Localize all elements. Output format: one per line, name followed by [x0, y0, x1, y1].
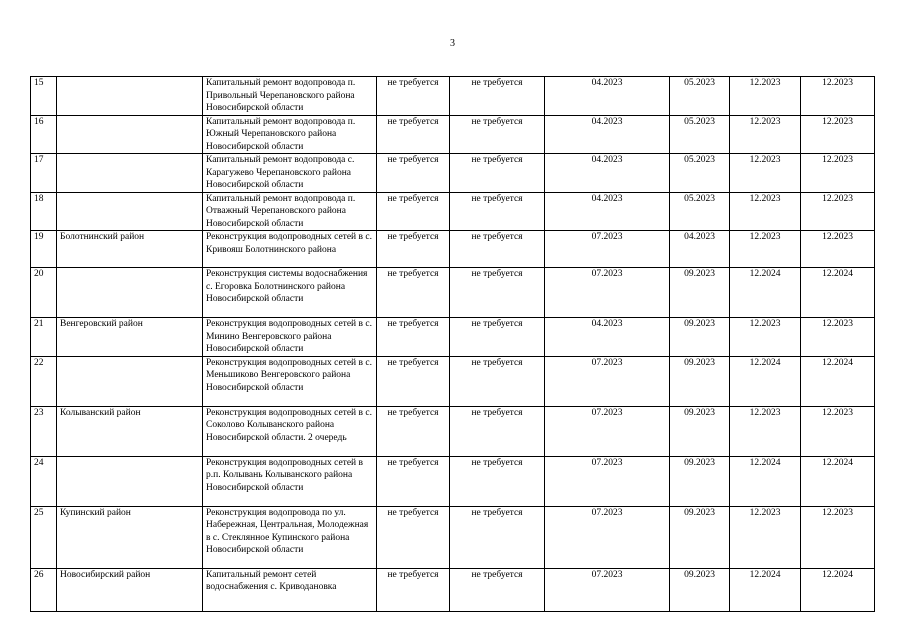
- row-number: 18: [31, 192, 57, 231]
- date-cell: 07.2023: [545, 231, 670, 268]
- requirement-cell: не требуется: [450, 154, 545, 193]
- date-cell: 12.2024: [730, 568, 801, 611]
- object-name-cell: Реконструкция водопроводных сетей в с. Кривояш Болотнинского района: [203, 231, 377, 268]
- date-cell: 12.2024: [801, 268, 875, 318]
- table-row: [31, 456, 875, 506]
- row-number: 22: [31, 356, 57, 406]
- object-schedule-table: [30, 76, 875, 612]
- requirement-cell: не требуется: [377, 115, 450, 154]
- requirement-cell: не требуется: [377, 568, 450, 611]
- date-cell: 07.2023: [545, 406, 670, 456]
- district-cell: Колыванский район: [57, 406, 203, 456]
- table-row: [31, 115, 875, 154]
- date-cell: 09.2023: [670, 356, 730, 406]
- date-cell: 12.2023: [730, 406, 801, 456]
- date-cell: 05.2023: [670, 77, 730, 116]
- table-row: [31, 231, 875, 268]
- date-cell: 04.2023: [545, 154, 670, 193]
- date-cell: 12.2023: [730, 231, 801, 268]
- requirement-cell: не требуется: [377, 154, 450, 193]
- date-cell: 09.2023: [670, 268, 730, 318]
- requirement-cell: не требуется: [377, 192, 450, 231]
- row-number: 15: [31, 77, 57, 116]
- date-cell: 09.2023: [670, 406, 730, 456]
- object-name-cell: Капитальный ремонт водопровода п. Привольный Черепановского района Новосибирской области: [203, 77, 377, 116]
- requirement-cell: не требуется: [450, 406, 545, 456]
- object-name-cell: Капитальный ремонт водопровода п. Отважный Черепановского района Новосибирской области: [203, 192, 377, 231]
- object-name-cell: Реконструкция водопроводных сетей в с. Меньшиково Венгеровского района Новосибирской области: [203, 356, 377, 406]
- date-cell: 04.2023: [545, 77, 670, 116]
- district-cell: [57, 192, 203, 231]
- requirement-cell: не требуется: [377, 506, 450, 568]
- district-cell: [57, 154, 203, 193]
- date-cell: 04.2023: [545, 192, 670, 231]
- row-number: 20: [31, 268, 57, 318]
- requirement-cell: не требуется: [377, 268, 450, 318]
- date-cell: 04.2023: [545, 115, 670, 154]
- date-cell: 09.2023: [670, 318, 730, 357]
- page-number: 3: [450, 38, 455, 49]
- table-row: [31, 506, 875, 568]
- requirement-cell: не требуется: [377, 456, 450, 506]
- object-name-cell: Реконструкция водопроводных сетей в р.п. Колывань Колыванского района Новосибирской области: [203, 456, 377, 506]
- date-cell: 05.2023: [670, 154, 730, 193]
- date-cell: 12.2023: [801, 77, 875, 116]
- date-cell: 12.2023: [801, 115, 875, 154]
- date-cell: 07.2023: [545, 268, 670, 318]
- table-row: [31, 406, 875, 456]
- date-cell: 12.2023: [801, 231, 875, 268]
- requirement-cell: не требуется: [450, 192, 545, 231]
- requirement-cell: не требуется: [377, 318, 450, 357]
- date-cell: 12.2023: [730, 318, 801, 357]
- district-cell: [57, 456, 203, 506]
- row-number: 19: [31, 231, 57, 268]
- table-row: [31, 192, 875, 231]
- date-cell: 12.2024: [801, 356, 875, 406]
- requirement-cell: не требуется: [450, 77, 545, 116]
- date-cell: 12.2024: [730, 356, 801, 406]
- requirement-cell: не требуется: [450, 318, 545, 357]
- table-row: [31, 268, 875, 318]
- date-cell: 12.2023: [801, 406, 875, 456]
- row-number: 17: [31, 154, 57, 193]
- row-number: 21: [31, 318, 57, 357]
- row-number: 25: [31, 506, 57, 568]
- district-cell: Купинский район: [57, 506, 203, 568]
- requirement-cell: не требуется: [377, 231, 450, 268]
- object-name-cell: Реконструкция системы водоснабжения с. Егоровка Болотнинского района Новосибирской области: [203, 268, 377, 318]
- date-cell: 12.2023: [730, 154, 801, 193]
- table-row: [31, 154, 875, 193]
- date-cell: 09.2023: [670, 456, 730, 506]
- requirement-cell: не требуется: [450, 231, 545, 268]
- date-cell: 04.2023: [670, 231, 730, 268]
- requirement-cell: не требуется: [450, 506, 545, 568]
- table-row: [31, 568, 875, 611]
- requirement-cell: не требуется: [377, 406, 450, 456]
- date-cell: 12.2023: [730, 115, 801, 154]
- object-name-cell: Капитальный ремонт сетей водоснабжения с. Криводановка: [203, 568, 377, 611]
- object-name-cell: Капитальный ремонт водопровода с. Карагужево Черепановского района Новосибирской области: [203, 154, 377, 193]
- table-row: [31, 356, 875, 406]
- date-cell: 12.2023: [801, 192, 875, 231]
- date-cell: 07.2023: [545, 356, 670, 406]
- row-number: 23: [31, 406, 57, 456]
- district-cell: Венгеровский район: [57, 318, 203, 357]
- requirement-cell: не требуется: [450, 568, 545, 611]
- district-cell: Болотнинский район: [57, 231, 203, 268]
- district-cell: [57, 115, 203, 154]
- row-number: 24: [31, 456, 57, 506]
- object-name-cell: Реконструкция водопровода по ул. Набережная, Центральная, Молодежная в с. Стеклянное Купинского района Новосибирской области: [203, 506, 377, 568]
- date-cell: 12.2023: [730, 506, 801, 568]
- date-cell: 05.2023: [670, 192, 730, 231]
- row-number: 16: [31, 115, 57, 154]
- requirement-cell: не требуется: [450, 115, 545, 154]
- district-cell: [57, 77, 203, 116]
- table-row: [31, 77, 875, 116]
- date-cell: 12.2024: [801, 568, 875, 611]
- date-cell: 05.2023: [670, 115, 730, 154]
- date-cell: 12.2023: [801, 318, 875, 357]
- district-cell: [57, 356, 203, 406]
- date-cell: 12.2024: [801, 456, 875, 506]
- date-cell: 07.2023: [545, 568, 670, 611]
- requirement-cell: не требуется: [377, 356, 450, 406]
- district-cell: Новосибирский район: [57, 568, 203, 611]
- requirement-cell: не требуется: [377, 77, 450, 116]
- date-cell: 09.2023: [670, 506, 730, 568]
- district-cell: [57, 268, 203, 318]
- object-name-cell: Реконструкция водопроводных сетей в с. Соколово Колыванского района Новосибирской области. 2 очередь: [203, 406, 377, 456]
- date-cell: 07.2023: [545, 456, 670, 506]
- date-cell: 04.2023: [545, 318, 670, 357]
- object-name-cell: Капитальный ремонт водопровода п. Южный Черепановского района Новосибирской области: [203, 115, 377, 154]
- row-number: 26: [31, 568, 57, 611]
- date-cell: 12.2023: [730, 77, 801, 116]
- date-cell: 12.2024: [730, 456, 801, 506]
- date-cell: 12.2023: [801, 506, 875, 568]
- date-cell: 09.2023: [670, 568, 730, 611]
- date-cell: 12.2023: [730, 192, 801, 231]
- object-name-cell: Реконструкция водопроводных сетей в с. Минино Венгеровского района Новосибирской области: [203, 318, 377, 357]
- requirement-cell: не требуется: [450, 456, 545, 506]
- requirement-cell: не требуется: [450, 356, 545, 406]
- requirement-cell: не требуется: [450, 268, 545, 318]
- date-cell: 12.2024: [730, 268, 801, 318]
- date-cell: 07.2023: [545, 506, 670, 568]
- date-cell: 12.2023: [801, 154, 875, 193]
- table-row: [31, 318, 875, 357]
